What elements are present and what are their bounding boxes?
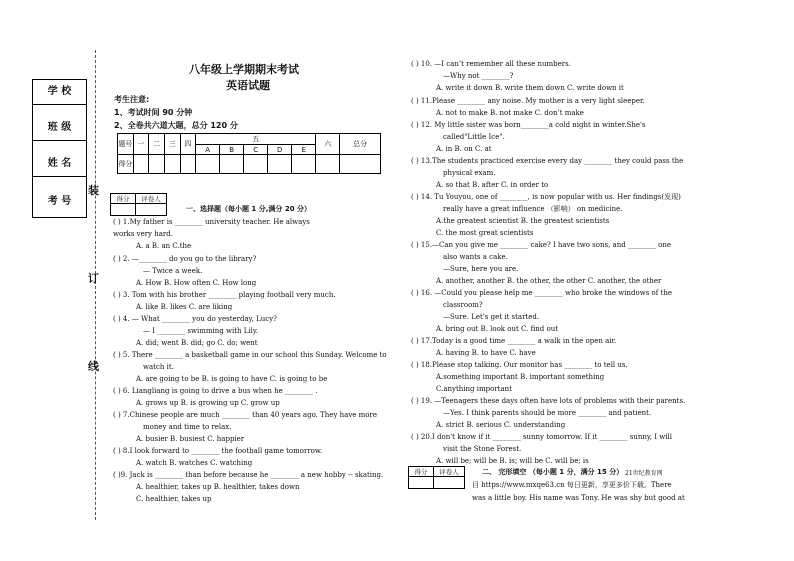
question-line: ( ) 1.My father is ________ university teacher. He always bbox=[113, 218, 310, 226]
question-line: — Twice a week. bbox=[143, 267, 203, 275]
question-line: A. write it down B. write them down C. write down it bbox=[436, 84, 624, 92]
question-line: ( ) 4. — What ________ you do yesterday, Lucy? bbox=[113, 315, 277, 323]
question-line: ( ) 7.Chinese people are much ________ than 40 years ago. They have more bbox=[113, 411, 377, 419]
question-line: ( ) 10. —I can’t remember all these numbers. bbox=[411, 60, 571, 68]
question-line: called"Little Ice". bbox=[443, 133, 505, 141]
student-info-box bbox=[32, 79, 87, 218]
score-table: 题号 一 二 三 四 五 六 总分 A B C D E 得分 bbox=[117, 133, 381, 174]
question-line: classroom? bbox=[443, 301, 483, 309]
notice-item-2: 2、全卷共六道大题，总分 120 分 bbox=[114, 121, 238, 130]
exam-subtitle: 英语试题 bbox=[226, 79, 270, 92]
question-line: ( ) 20.I don't know if it ________ sunny tomorrow. If it ________ sunny, I will bbox=[411, 433, 673, 441]
question-line: A. having B. to have C. have bbox=[436, 349, 536, 357]
question-line: ( )9. Jack is ________ than before because he ________ a new hobby -- skating. bbox=[113, 471, 384, 479]
question-line: — I ________ swimming with Lily. bbox=[143, 327, 259, 335]
question-line: A. grows up B. is growing up C. grow up bbox=[136, 399, 280, 407]
question-line: A. busier B. busiest C. happier bbox=[136, 435, 245, 443]
score-cell[interactable] bbox=[164, 155, 180, 174]
question-line: A. are going to be B. is going to have C. is going to be bbox=[136, 375, 328, 383]
question-line: —Sure. Let's get it started. bbox=[443, 313, 540, 321]
question-line: ( ) 18.Please stop talking. Our monitor has ________ to tell us. bbox=[411, 361, 628, 369]
score-entry[interactable] bbox=[409, 477, 434, 489]
question-line: ( ) 14. Tu Youyou, one of ________, is now popular with us. Her findings(发现) bbox=[411, 193, 681, 201]
question-line: ( ) 11.Please ________ any noise. My mother is a very light sleeper. bbox=[411, 97, 645, 105]
score-cell[interactable] bbox=[340, 155, 381, 174]
section-1-title: 一、选择题（每小题 1 分,满分 20 分） bbox=[186, 205, 312, 213]
score-cell[interactable] bbox=[292, 155, 316, 174]
section-2-line-3: was a little boy. His name was Tony. He was shy but good at bbox=[472, 494, 685, 502]
question-line: ( ) 8.I look forward to ________ the football game tomorrow. bbox=[113, 447, 323, 455]
notice-heading: 考生注意: bbox=[114, 95, 150, 104]
question-line: money and time to relax. bbox=[143, 423, 232, 431]
score-table-header: 题号 bbox=[118, 134, 134, 155]
question-line: A. in B. on C. at bbox=[436, 145, 492, 153]
section-2-title: 二、 完形填空 （每小题 1 分，满分 15 分） bbox=[482, 468, 624, 476]
question-line: physical exam. bbox=[443, 169, 496, 177]
question-line: A. not to make B. not make C. don’t make bbox=[436, 109, 584, 117]
question-line: ( ) 5. There ________ a basketball game in our school this Sunday. Welcome to bbox=[113, 351, 387, 359]
grader-entry[interactable] bbox=[136, 204, 167, 216]
score-cell[interactable] bbox=[316, 155, 340, 174]
question-line: A. another, another B. the other, the other C. another, the other bbox=[436, 277, 662, 285]
question-line: C.anything important bbox=[436, 385, 512, 393]
question-line: A. How B. How often C. How long bbox=[136, 279, 257, 287]
scorer-box-1: 得分 评卷人 bbox=[110, 193, 167, 216]
question-line: works very hard. bbox=[113, 230, 173, 238]
question-line: watch it. bbox=[143, 363, 174, 371]
score-entry[interactable] bbox=[111, 204, 136, 216]
question-line: —Why not ________? bbox=[443, 72, 514, 80]
score-cell[interactable] bbox=[133, 155, 149, 174]
question-line: A. so that B. after C. in order to bbox=[436, 181, 549, 189]
score-cell[interactable] bbox=[180, 155, 196, 174]
name-label: 姓 名 bbox=[47, 158, 72, 169]
question-line: A. bring out B. look out C. find out bbox=[436, 325, 559, 333]
scorer-box-2: 得分 评卷人 bbox=[408, 466, 465, 489]
question-line: A. healthier, takes up B. healthier, takes down bbox=[136, 483, 300, 491]
question-line: ( ) 12. My little sister was born________a cold night in winter.She's bbox=[411, 121, 646, 129]
watermark-text: 21世纪教育网 bbox=[625, 470, 663, 477]
question-line: ( ) 6. Liangliang is going to drive a bus when he ________ . bbox=[113, 387, 318, 395]
question-line: —Yes. I think parents should be more ________ and patient. bbox=[443, 409, 652, 417]
question-line: visit the Stone Forest. bbox=[443, 445, 522, 453]
score-row-label: 得分 bbox=[118, 155, 134, 174]
class-label: 班 级 bbox=[47, 122, 72, 133]
exam-title: 八年级上学期期末考试 bbox=[189, 63, 299, 76]
question-line: A. a B. an C.the bbox=[136, 242, 192, 250]
question-line: ( ) 16. —Could you please help me ________ who broke the windows of the bbox=[411, 289, 673, 297]
question-line: A. watch B. watches C. watching bbox=[136, 459, 253, 467]
binding-mark-zhuang: 装 bbox=[88, 184, 99, 197]
question-line: ( ) 3. Tom with his brother ________ playing football very much. bbox=[113, 291, 336, 299]
score-cell[interactable] bbox=[244, 155, 268, 174]
question-line: also wants a cake. bbox=[443, 253, 508, 261]
score-cell[interactable] bbox=[196, 155, 220, 174]
question-line: really have a great influence （影响） on medicine. bbox=[443, 205, 623, 213]
question-line: ( ) 19. —Teenagers these days often have lots of problems with their parents. bbox=[411, 397, 686, 405]
score-cell[interactable] bbox=[220, 155, 244, 174]
binding-mark-xian: 线 bbox=[88, 360, 99, 373]
section-2-line-2: 目 https://www.mxqe63.cn 每日更新，享更多价下载。There bbox=[472, 481, 672, 489]
question-line: ( ) 2. —________ do you go to the library? bbox=[113, 255, 257, 263]
school-label: 学 校 bbox=[47, 86, 72, 97]
binding-mark-ding: 订 bbox=[88, 272, 99, 285]
question-line: A. will be; will be B. is; will be C. will be; is bbox=[436, 457, 589, 465]
question-line: A. did; went B. did; go C. do; went bbox=[136, 339, 258, 347]
question-line: —Sure, here you are. bbox=[443, 265, 519, 273]
question-line: ( ) 15.—Can you give me ________ cake? I have two sons, and ________ one bbox=[411, 241, 672, 249]
question-line: A. like B. likes C. are liking bbox=[136, 303, 233, 311]
question-line: A.the greatest scientist B. the greatest scientists bbox=[436, 217, 610, 225]
score-cell[interactable] bbox=[268, 155, 292, 174]
notice-item-1: 1、考试时间 90 分钟 bbox=[114, 108, 193, 117]
question-line: ( ) 13.The students practiced exercise every day ________ they could pass the bbox=[411, 157, 684, 165]
question-line: C. the most great scientists bbox=[436, 229, 534, 237]
question-line: C. healthier, takes up bbox=[136, 495, 212, 503]
score-cell[interactable] bbox=[149, 155, 165, 174]
question-line: ( ) 17.Today is a good time ________ a walk in the open air. bbox=[411, 337, 617, 345]
question-line: A.something important B. important something bbox=[436, 373, 605, 381]
question-line: A. strict B. serious C. understanding bbox=[436, 421, 566, 429]
grader-entry[interactable] bbox=[434, 477, 465, 489]
exam-number-label: 考 号 bbox=[47, 196, 72, 207]
